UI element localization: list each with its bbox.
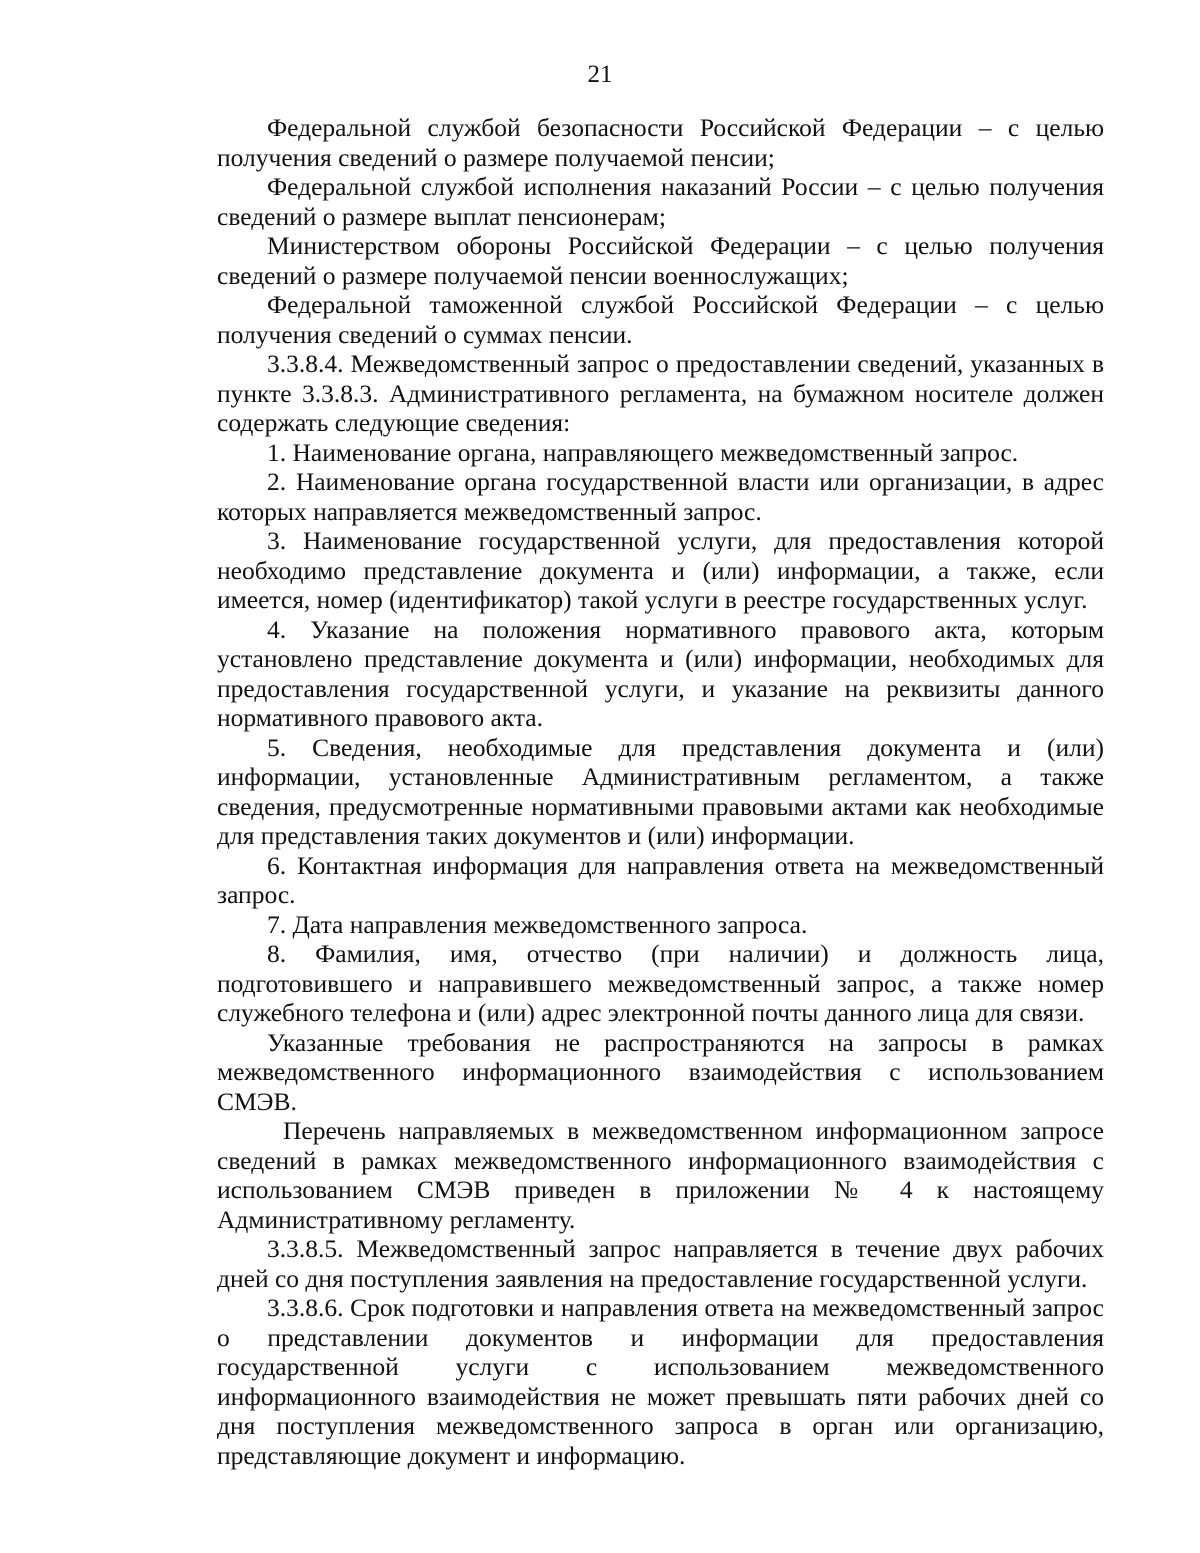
list-item-4: 4. Указание на положения нормативного правового акта, которым установлено представление документа и (или) информации, необходимых для предоставления государственной услуги, и указание на реквизиты данного нормативного правового акта. <box>217 614 1104 732</box>
paragraph-mod: Министерством обороны Российской Федерации – с целью получения сведений о размере получаемой пенсии военнослужащих; <box>217 231 1104 290</box>
page-number: 21 <box>587 61 613 88</box>
list-item-8: 8. Фамилия, имя, отчество (при наличии) и должность лица, подготовившего и направившего межведомственный запрос, а также номер служебного телефона и (или) адрес электронной почты данного лица для связи. <box>217 939 1104 1027</box>
paragraph-smev-list: Перечень направляемых в межведомственном информационном запросе сведений в рамках межведомственного информационного взаимодействия с использованием СМЭВ приведен в приложении № 4 к настоящему Административному регламенту. <box>217 1116 1104 1234</box>
list-item-2: 2. Наименование органа государственной власти или организации, в адрес которых направляется межведомственный запрос. <box>217 467 1104 526</box>
paragraph-3-3-8-6: 3.3.8.6. Срок подготовки и направления ответа на межведомственный запрос о представлении документов и информации для предоставления государственной услуги с использованием межведомственного информационного взаимодействия не может превышать пяти рабочих дней со дня поступления межведомственного запроса в орган или организацию, представляющие документ и информацию. <box>217 1293 1104 1470</box>
list-item-1: 1. Наименование органа, направляющего межведомственный запрос. <box>267 437 1019 467</box>
list-item-5: 5. Сведения, необходимые для представления документа и (или) информации, установленные Административным регламентом, а также сведения, предусмотренные нормативными правовыми актами как необходимые для представления таких документов и (или) информации. <box>217 732 1104 850</box>
list-item-3: 3. Наименование государственной услуги, для предоставления которой необходимо представление документа и (или) информации, а также, если имеется, номер (идентификатор) такой услуги в реестре государственных услуг. <box>217 526 1104 614</box>
paragraph-fsin: Федеральной службой исполнения наказаний России – с целью получения сведений о размере выплат пенсионерам; <box>217 172 1104 231</box>
paragraph-3-3-8-4: 3.3.8.4. Межведомственный запрос о предоставлении сведений, указанных в пункте 3.3.8.3. Административного регламента, на бумажном носителе должен содержать следующие сведения: <box>217 349 1104 437</box>
document-body <box>217 113 1104 1470</box>
list-item-7: 7. Дата направления межведомственного запроса. <box>267 909 808 939</box>
list-item-6: 6. Контактная информация для направления ответа на межведомственный запрос. <box>217 850 1104 909</box>
paragraph-fsb: Федеральной службой безопасности Российской Федерации – с целью получения сведений о размере получаемой пенсии; <box>217 113 1104 172</box>
paragraph-fts: Федеральной таможенной службой Российской Федерации – с целью получения сведений о суммах пенсии. <box>217 290 1104 349</box>
paragraph-requirements-note: Указанные требования не распространяются на запросы в рамках межведомственного информационного взаимодействия с использованием СМЭВ. <box>217 1027 1104 1116</box>
paragraph-3-3-8-5: 3.3.8.5. Межведомственный запрос направляется в течение двух рабочих дней со дня поступления заявления на предоставление государственной услуги. <box>217 1234 1104 1293</box>
